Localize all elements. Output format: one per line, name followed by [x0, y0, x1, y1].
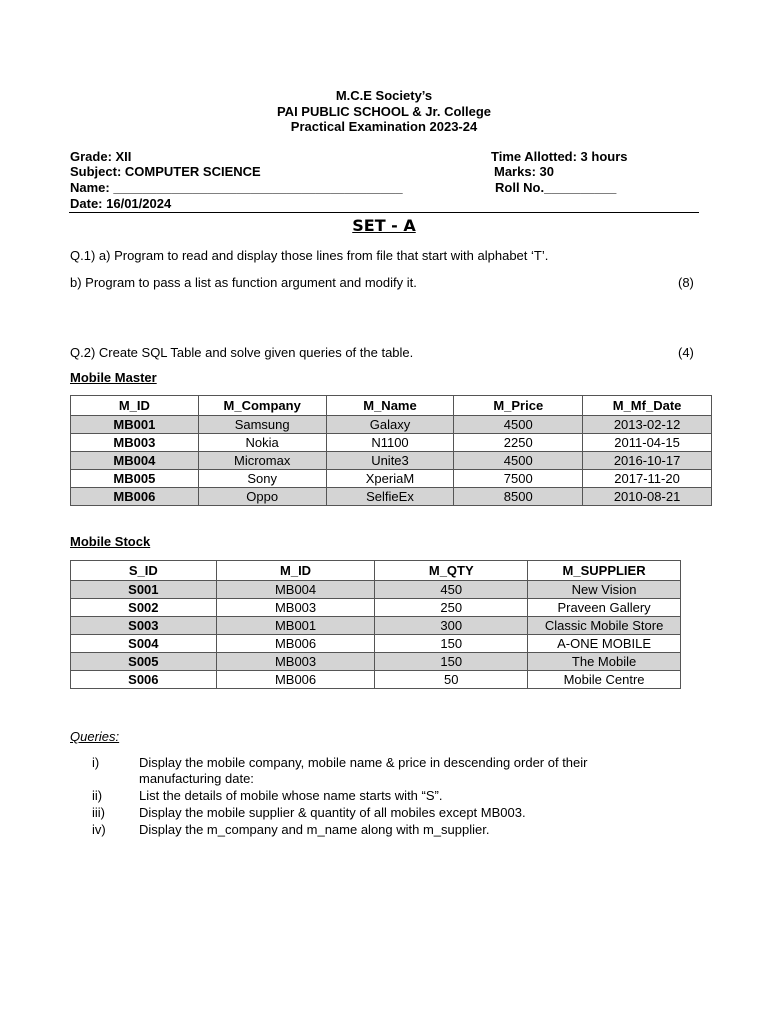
set-title: SET - A: [352, 216, 416, 235]
column-header: M_Company: [198, 396, 326, 416]
table-cell: 450: [375, 581, 528, 599]
query-text: List the details of mobile whose name starts with “S”.: [139, 788, 443, 803]
table-cell: Oppo: [198, 488, 326, 506]
table-cell: MB001: [216, 617, 375, 635]
table-row: [71, 671, 681, 689]
table-cell: 4500: [454, 452, 583, 470]
table-cell: MB001: [71, 416, 199, 434]
table-cell: Mobile Centre: [528, 671, 681, 689]
table-cell: MB006: [71, 488, 199, 506]
q1-part-a: Q.1) a) Program to read and display those lines from file that start with alphabet ‘T’.: [70, 248, 549, 263]
table-row: [71, 434, 712, 452]
table-cell: MB003: [216, 599, 375, 617]
column-header: M_Price: [454, 396, 583, 416]
mobile-stock-title: Mobile Stock: [70, 534, 151, 549]
table-cell: New Vision: [528, 581, 681, 599]
table-cell: 2010-08-21: [583, 488, 712, 506]
table-cell: 4500: [454, 416, 583, 434]
table-row: [71, 452, 712, 470]
school-name: PAI PUBLIC SCHOOL & Jr. College: [276, 104, 492, 119]
table-cell: MB003: [216, 653, 375, 671]
column-header: M_ID: [71, 396, 199, 416]
table-cell: S006: [71, 671, 217, 689]
mobile-master-table: [70, 395, 712, 506]
subject: Subject: COMPUTER SCIENCE: [70, 164, 261, 179]
table-cell: 2250: [454, 434, 583, 452]
table-cell: 8500: [454, 488, 583, 506]
query-number: iv): [92, 822, 106, 837]
date: Date: 16/01/2024: [70, 196, 172, 211]
table-cell: XperiaM: [326, 470, 454, 488]
table-cell: S005: [71, 653, 217, 671]
column-header: M_QTY: [375, 561, 528, 581]
table-cell: MB003: [71, 434, 199, 452]
mobile-master-title: Mobile Master: [70, 370, 157, 385]
table-cell: MB006: [216, 671, 375, 689]
q1-part-b: b) Program to pass a list as function argument and modify it.: [70, 275, 417, 290]
table-row: [71, 581, 681, 599]
table-cell: 250: [375, 599, 528, 617]
query-text: Display the m_company and m_name along with m_supplier.: [139, 822, 490, 837]
table-cell: 50: [375, 671, 528, 689]
table-cell: Sony: [198, 470, 326, 488]
table-cell: 300: [375, 617, 528, 635]
q1-marks: (8): [678, 275, 694, 290]
society-name: M.C.E Society’s: [335, 88, 433, 103]
table-row: [71, 488, 712, 506]
table-cell: MB004: [216, 581, 375, 599]
table-header-row: [71, 561, 681, 581]
table-cell: S003: [71, 617, 217, 635]
table-cell: MB005: [71, 470, 199, 488]
table-cell: Classic Mobile Store: [528, 617, 681, 635]
time-allotted: Time Allotted: 3 hours: [491, 149, 628, 164]
table-cell: 150: [375, 653, 528, 671]
table-cell: 2013-02-12: [583, 416, 712, 434]
table-cell: A-ONE MOBILE: [528, 635, 681, 653]
table-cell: 150: [375, 635, 528, 653]
q2-marks: (4): [678, 345, 694, 360]
query-number: i): [92, 755, 100, 770]
marks: Marks: 30: [494, 164, 554, 179]
table-cell: 2011-04-15: [583, 434, 712, 452]
query-number: iii): [92, 805, 105, 820]
column-header: M_Mf_Date: [583, 396, 712, 416]
table-cell: N1100: [326, 434, 454, 452]
column-header: M_SUPPLIER: [528, 561, 681, 581]
column-header: M_Name: [326, 396, 454, 416]
exam-title: Practical Examination 2023-24: [290, 119, 478, 134]
table-cell: MB004: [71, 452, 199, 470]
table-row: [71, 599, 681, 617]
table-row: [71, 416, 712, 434]
table-cell: SelfieEx: [326, 488, 454, 506]
grade: Grade: XII: [70, 149, 132, 164]
table-cell: MB006: [216, 635, 375, 653]
column-header: S_ID: [71, 561, 217, 581]
table-row: [71, 653, 681, 671]
table-cell: S001: [71, 581, 217, 599]
header-divider: [69, 212, 699, 213]
table-cell: S002: [71, 599, 217, 617]
roll-no: Roll No.__________: [495, 180, 617, 195]
column-header: M_ID: [216, 561, 375, 581]
table-cell: The Mobile: [528, 653, 681, 671]
table-cell: 2016-10-17: [583, 452, 712, 470]
query-text: Display the mobile company, mobile name & price in descending order of their manufacturing date:: [139, 755, 588, 786]
table-cell: Unite3: [326, 452, 454, 470]
q2-text: Q.2) Create SQL Table and solve given queries of the table.: [70, 345, 414, 360]
queries-title: Queries:: [70, 729, 120, 744]
table-cell: 2017-11-20: [583, 470, 712, 488]
mobile-stock-table: [70, 560, 681, 689]
query-number: ii): [92, 788, 103, 803]
table-cell: Galaxy: [326, 416, 454, 434]
table-row: [71, 470, 712, 488]
table-cell: Micromax: [198, 452, 326, 470]
table-cell: Nokia: [198, 434, 326, 452]
table-row: [71, 617, 681, 635]
table-cell: Praveen Gallery: [528, 599, 681, 617]
query-text: Display the mobile supplier & quantity of all mobiles except MB003.: [139, 805, 526, 820]
table-cell: 7500: [454, 470, 583, 488]
table-cell: Samsung: [198, 416, 326, 434]
table-cell: S004: [71, 635, 217, 653]
table-header-row: [71, 396, 712, 416]
name-field: Name: ________________________________________: [70, 180, 403, 195]
table-row: [71, 635, 681, 653]
